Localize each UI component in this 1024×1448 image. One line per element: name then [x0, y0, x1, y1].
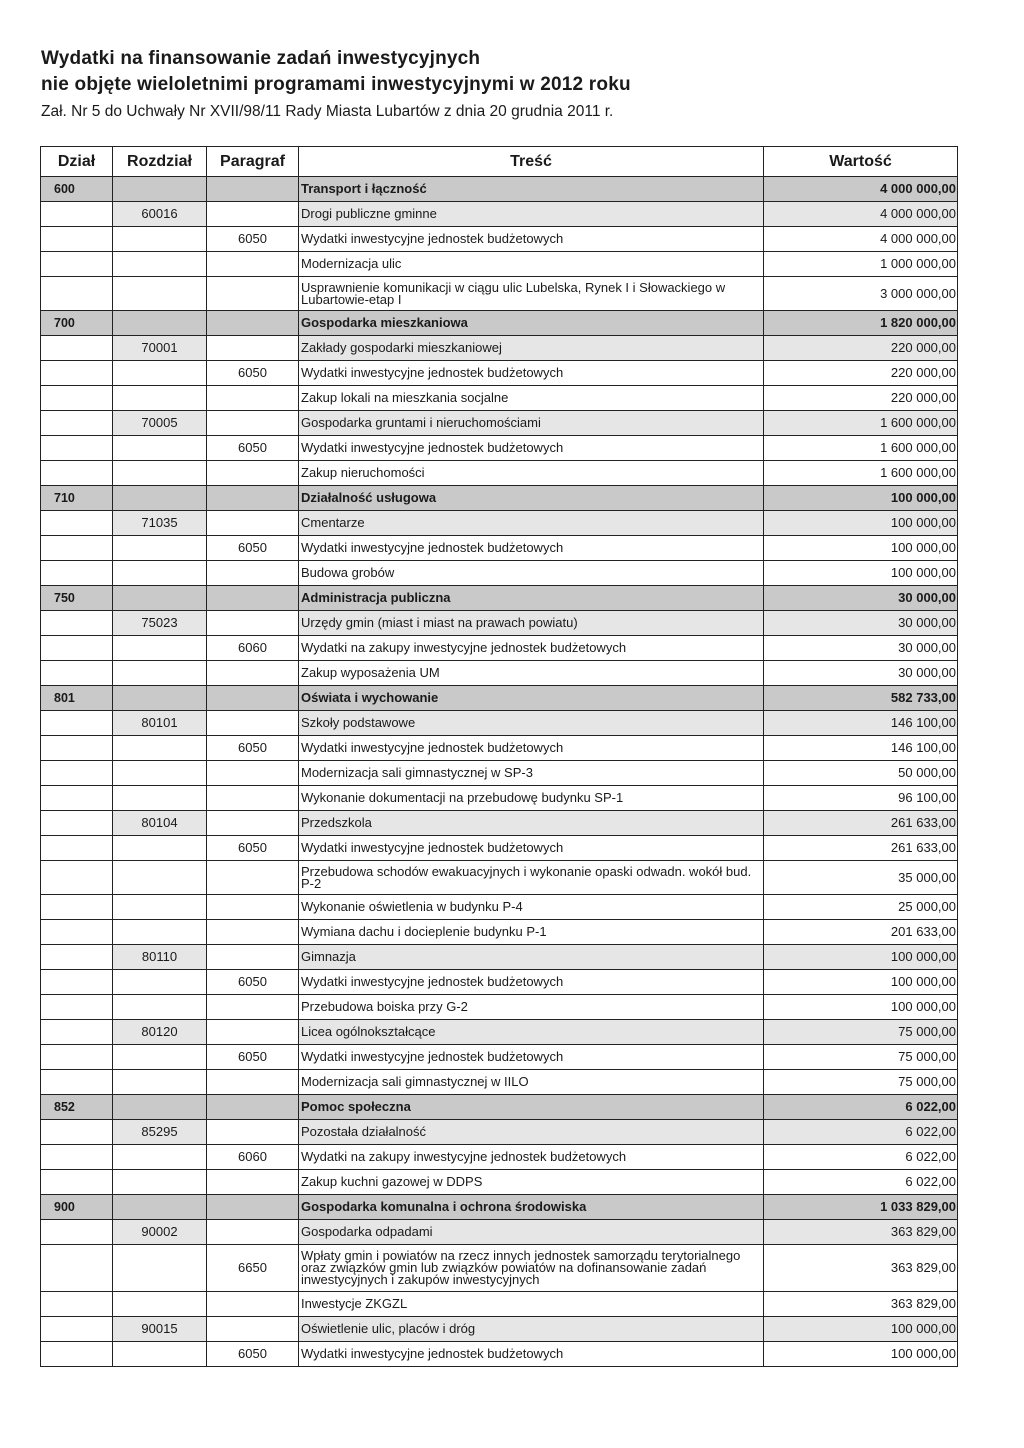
table-row — [41, 920, 958, 945]
cell-rozdzial — [113, 561, 207, 586]
cell-tresc: Gospodarka mieszkaniowa — [299, 311, 764, 336]
cell-rozdzial — [113, 861, 207, 895]
table-row — [41, 486, 958, 511]
cell-wartosc: 30 000,00 — [764, 611, 958, 636]
cell-dzial — [41, 1220, 113, 1245]
budget-table — [40, 146, 958, 1367]
cell-rozdzial — [113, 252, 207, 277]
table-row — [41, 1020, 958, 1045]
cell-tresc: Cmentarze — [299, 511, 764, 536]
cell-dzial — [41, 1145, 113, 1170]
cell-tresc: Wymiana dachu i docieplenie budynku P-1 — [299, 920, 764, 945]
cell-tresc: Zakłady gospodarki mieszkaniowej — [299, 336, 764, 361]
cell-tresc: Wydatki inwestycyjne jednostek budżetowych — [299, 361, 764, 386]
table-row — [41, 311, 958, 336]
cell-paragraf — [207, 861, 299, 895]
cell-paragraf: 6050 — [207, 227, 299, 252]
table-row — [41, 761, 958, 786]
cell-tresc: Zakup kuchni gazowej w DDPS — [299, 1170, 764, 1195]
table-row — [41, 511, 958, 536]
cell-tresc: Działalność usługowa — [299, 486, 764, 511]
cell-dzial — [41, 1020, 113, 1045]
table-row — [41, 436, 958, 461]
cell-dzial — [41, 736, 113, 761]
cell-paragraf — [207, 1292, 299, 1317]
cell-rozdzial: 71035 — [113, 511, 207, 536]
cell-dzial — [41, 252, 113, 277]
table-row — [41, 1045, 958, 1070]
table-row — [41, 945, 958, 970]
table-row — [41, 361, 958, 386]
cell-wartosc: 100 000,00 — [764, 511, 958, 536]
cell-rozdzial — [113, 1095, 207, 1120]
cell-paragraf — [207, 1120, 299, 1145]
cell-tresc: Gimnazja — [299, 945, 764, 970]
cell-rozdzial — [113, 277, 207, 311]
table-row — [41, 636, 958, 661]
cell-paragraf — [207, 252, 299, 277]
cell-paragraf — [207, 486, 299, 511]
cell-dzial — [41, 895, 113, 920]
cell-rozdzial — [113, 1045, 207, 1070]
cell-tresc: Gospodarka odpadami — [299, 1220, 764, 1245]
cell-rozdzial: 75023 — [113, 611, 207, 636]
table-row — [41, 861, 958, 895]
cell-dzial: 710 — [41, 486, 113, 511]
cell-tresc: Pozostała działalność — [299, 1120, 764, 1145]
cell-paragraf — [207, 1220, 299, 1245]
cell-paragraf: 6060 — [207, 636, 299, 661]
cell-tresc: Transport i łączność — [299, 177, 764, 202]
cell-dzial: 600 — [41, 177, 113, 202]
cell-dzial — [41, 661, 113, 686]
table-row — [41, 836, 958, 861]
cell-rozdzial — [113, 686, 207, 711]
cell-dzial — [41, 811, 113, 836]
table-row — [41, 1195, 958, 1220]
cell-wartosc: 100 000,00 — [764, 995, 958, 1020]
cell-rozdzial — [113, 636, 207, 661]
cell-paragraf — [207, 1195, 299, 1220]
column-header-dzial: Dział — [41, 147, 113, 177]
cell-tresc: Wydatki inwestycyjne jednostek budżetowych — [299, 970, 764, 995]
cell-wartosc: 146 100,00 — [764, 711, 958, 736]
cell-paragraf: 6060 — [207, 1145, 299, 1170]
cell-dzial — [41, 1292, 113, 1317]
cell-paragraf — [207, 561, 299, 586]
cell-dzial: 900 — [41, 1195, 113, 1220]
cell-paragraf — [207, 586, 299, 611]
cell-tresc: Budowa grobów — [299, 561, 764, 586]
cell-paragraf — [207, 1317, 299, 1342]
table-row — [41, 711, 958, 736]
cell-paragraf: 6050 — [207, 1045, 299, 1070]
cell-dzial — [41, 277, 113, 311]
cell-wartosc: 100 000,00 — [764, 486, 958, 511]
cell-wartosc: 363 829,00 — [764, 1220, 958, 1245]
cell-tresc: Zakup lokali na mieszkania socjalne — [299, 386, 764, 411]
cell-rozdzial — [113, 436, 207, 461]
cell-tresc: Usprawnienie komunikacji w ciągu ulic Lubelska, Rynek I i Słowackiego w Lubartowie-etap I — [299, 277, 764, 311]
cell-rozdzial — [113, 920, 207, 945]
cell-wartosc: 4 000 000,00 — [764, 202, 958, 227]
cell-tresc: Wydatki inwestycyjne jednostek budżetowych — [299, 1045, 764, 1070]
cell-paragraf — [207, 611, 299, 636]
cell-dzial — [41, 836, 113, 861]
cell-tresc: Wykonanie dokumentacji na przebudowę budynku SP-1 — [299, 786, 764, 811]
cell-wartosc: 261 633,00 — [764, 811, 958, 836]
table-row — [41, 786, 958, 811]
table-row — [41, 970, 958, 995]
cell-dzial — [41, 361, 113, 386]
cell-paragraf: 6050 — [207, 736, 299, 761]
table-row — [41, 561, 958, 586]
table-row — [41, 995, 958, 1020]
cell-dzial — [41, 561, 113, 586]
cell-wartosc: 100 000,00 — [764, 536, 958, 561]
cell-wartosc: 363 829,00 — [764, 1292, 958, 1317]
cell-paragraf — [207, 811, 299, 836]
cell-paragraf — [207, 461, 299, 486]
table-row — [41, 336, 958, 361]
cell-paragraf — [207, 786, 299, 811]
cell-wartosc: 35 000,00 — [764, 861, 958, 895]
cell-tresc: Urzędy gmin (miast i miast na prawach powiatu) — [299, 611, 764, 636]
cell-wartosc: 30 000,00 — [764, 636, 958, 661]
cell-paragraf — [207, 711, 299, 736]
cell-tresc: Przedszkola — [299, 811, 764, 836]
cell-wartosc: 1 600 000,00 — [764, 411, 958, 436]
cell-rozdzial: 80120 — [113, 1020, 207, 1045]
cell-tresc: Oświetlenie ulic, placów i dróg — [299, 1317, 764, 1342]
cell-rozdzial: 70005 — [113, 411, 207, 436]
table-row — [41, 811, 958, 836]
cell-wartosc: 220 000,00 — [764, 361, 958, 386]
cell-tresc: Wydatki na zakupy inwestycyjne jednostek budżetowych — [299, 636, 764, 661]
cell-wartosc: 1 600 000,00 — [764, 461, 958, 486]
table-row — [41, 411, 958, 436]
title-line-2: nie objęte wieloletnimi programami inwestycyjnymi w 2012 roku — [41, 74, 631, 95]
cell-dzial — [41, 945, 113, 970]
cell-rozdzial — [113, 586, 207, 611]
cell-paragraf — [207, 1095, 299, 1120]
cell-paragraf: 6050 — [207, 1342, 299, 1367]
cell-dzial — [41, 861, 113, 895]
cell-dzial — [41, 1045, 113, 1070]
cell-tresc: Pomoc społeczna — [299, 1095, 764, 1120]
cell-paragraf: 6050 — [207, 970, 299, 995]
cell-dzial — [41, 202, 113, 227]
cell-dzial — [41, 511, 113, 536]
cell-tresc: Wydatki inwestycyjne jednostek budżetowych — [299, 536, 764, 561]
cell-rozdzial — [113, 661, 207, 686]
cell-rozdzial — [113, 177, 207, 202]
cell-wartosc: 75 000,00 — [764, 1020, 958, 1045]
cell-tresc: Oświata i wychowanie — [299, 686, 764, 711]
cell-paragraf — [207, 202, 299, 227]
cell-rozdzial — [113, 995, 207, 1020]
cell-tresc: Wydatki inwestycyjne jednostek budżetowych — [299, 736, 764, 761]
cell-tresc: Gospodarka gruntami i nieruchomościami — [299, 411, 764, 436]
table-row — [41, 277, 958, 311]
table-row — [41, 177, 958, 202]
cell-paragraf — [207, 1170, 299, 1195]
cell-rozdzial — [113, 895, 207, 920]
table-row — [41, 1317, 958, 1342]
cell-dzial: 700 — [41, 311, 113, 336]
cell-wartosc: 100 000,00 — [764, 970, 958, 995]
cell-dzial — [41, 970, 113, 995]
cell-wartosc: 100 000,00 — [764, 945, 958, 970]
table-row — [41, 736, 958, 761]
cell-wartosc: 1 000 000,00 — [764, 252, 958, 277]
table-row — [41, 1120, 958, 1145]
cell-wartosc: 100 000,00 — [764, 1342, 958, 1367]
cell-dzial — [41, 411, 113, 436]
cell-wartosc: 220 000,00 — [764, 386, 958, 411]
cell-dzial — [41, 461, 113, 486]
cell-dzial: 852 — [41, 1095, 113, 1120]
column-header-paragraf: Paragraf — [207, 147, 299, 177]
cell-dzial — [41, 436, 113, 461]
cell-wartosc: 1 033 829,00 — [764, 1195, 958, 1220]
cell-paragraf — [207, 920, 299, 945]
cell-paragraf — [207, 1020, 299, 1045]
cell-paragraf: 6050 — [207, 436, 299, 461]
cell-wartosc: 220 000,00 — [764, 336, 958, 361]
cell-dzial — [41, 995, 113, 1020]
cell-rozdzial: 60016 — [113, 202, 207, 227]
cell-tresc: Zakup wyposażenia UM — [299, 661, 764, 686]
cell-rozdzial — [113, 536, 207, 561]
cell-tresc: Wydatki inwestycyjne jednostek budżetowych — [299, 227, 764, 252]
cell-wartosc: 4 000 000,00 — [764, 177, 958, 202]
cell-wartosc: 100 000,00 — [764, 561, 958, 586]
column-header-tresc: Treść — [299, 147, 764, 177]
cell-paragraf: 6050 — [207, 361, 299, 386]
cell-rozdzial — [113, 361, 207, 386]
table-row — [41, 1145, 958, 1170]
cell-dzial — [41, 1317, 113, 1342]
cell-paragraf — [207, 661, 299, 686]
cell-rozdzial — [113, 1170, 207, 1195]
cell-tresc: Zakup nieruchomości — [299, 461, 764, 486]
cell-rozdzial — [113, 1195, 207, 1220]
table-row — [41, 1170, 958, 1195]
cell-dzial — [41, 227, 113, 252]
table-row — [41, 611, 958, 636]
cell-paragraf — [207, 311, 299, 336]
cell-rozdzial — [113, 1245, 207, 1292]
cell-dzial — [41, 1245, 113, 1292]
cell-dzial: 801 — [41, 686, 113, 711]
table-row — [41, 227, 958, 252]
cell-paragraf — [207, 511, 299, 536]
cell-paragraf — [207, 686, 299, 711]
cell-wartosc: 6 022,00 — [764, 1095, 958, 1120]
cell-rozdzial — [113, 786, 207, 811]
cell-paragraf — [207, 995, 299, 1020]
column-header-rozdzial: Rozdział — [113, 147, 207, 177]
cell-dzial — [41, 611, 113, 636]
cell-dzial — [41, 386, 113, 411]
cell-dzial — [41, 636, 113, 661]
cell-dzial — [41, 761, 113, 786]
cell-wartosc: 50 000,00 — [764, 761, 958, 786]
cell-wartosc: 3 000 000,00 — [764, 277, 958, 311]
cell-dzial — [41, 1120, 113, 1145]
cell-paragraf: 6050 — [207, 836, 299, 861]
table-row — [41, 1342, 958, 1367]
table-row — [41, 1245, 958, 1292]
cell-tresc: Wydatki na zakupy inwestycyjne jednostek budżetowych — [299, 1145, 764, 1170]
table-row — [41, 202, 958, 227]
cell-rozdzial: 90002 — [113, 1220, 207, 1245]
table-body — [41, 177, 958, 1367]
cell-rozdzial: 80104 — [113, 811, 207, 836]
cell-wartosc: 75 000,00 — [764, 1070, 958, 1095]
cell-dzial — [41, 920, 113, 945]
table-row — [41, 686, 958, 711]
cell-tresc: Drogi publiczne gminne — [299, 202, 764, 227]
cell-rozdzial — [113, 486, 207, 511]
cell-paragraf — [207, 945, 299, 970]
cell-rozdzial — [113, 227, 207, 252]
cell-paragraf — [207, 277, 299, 311]
cell-rozdzial — [113, 836, 207, 861]
cell-wartosc: 25 000,00 — [764, 895, 958, 920]
cell-rozdzial — [113, 1292, 207, 1317]
cell-rozdzial — [113, 736, 207, 761]
cell-wartosc: 1 600 000,00 — [764, 436, 958, 461]
cell-tresc: Gospodarka komunalna i ochrona środowiska — [299, 1195, 764, 1220]
cell-tresc: Modernizacja sali gimnastycznej w SP-3 — [299, 761, 764, 786]
cell-wartosc: 363 829,00 — [764, 1245, 958, 1292]
cell-wartosc: 75 000,00 — [764, 1045, 958, 1070]
table-row — [41, 1095, 958, 1120]
table-row — [41, 461, 958, 486]
cell-wartosc: 30 000,00 — [764, 661, 958, 686]
cell-tresc: Administracja publiczna — [299, 586, 764, 611]
cell-dzial — [41, 711, 113, 736]
table-row — [41, 386, 958, 411]
cell-dzial — [41, 1342, 113, 1367]
cell-rozdzial — [113, 1145, 207, 1170]
cell-rozdzial — [113, 1342, 207, 1367]
cell-wartosc: 30 000,00 — [764, 586, 958, 611]
cell-paragraf: 6650 — [207, 1245, 299, 1292]
cell-tresc: Wpłaty gmin i powiatów na rzecz innych jednostek samorządu terytorialnego oraz związków gmin lub związków powiatów na dofinansowanie zadań inwestycyjnych i zakupów inwestycyjnych — [299, 1245, 764, 1292]
column-header-wartosc: Wartość — [764, 147, 958, 177]
cell-paragraf — [207, 1070, 299, 1095]
cell-wartosc: 146 100,00 — [764, 736, 958, 761]
table-row — [41, 586, 958, 611]
cell-wartosc: 100 000,00 — [764, 1317, 958, 1342]
cell-wartosc: 261 633,00 — [764, 836, 958, 861]
document-subtitle: Zał. Nr 5 do Uchwały Nr XVII/98/11 Rady Miasta Lubartów z dnia 20 grudnia 2011 r. — [41, 103, 614, 120]
cell-paragraf: 6050 — [207, 536, 299, 561]
cell-rozdzial — [113, 386, 207, 411]
cell-rozdzial — [113, 461, 207, 486]
cell-tresc: Modernizacja ulic — [299, 252, 764, 277]
cell-tresc: Inwestycje ZKGZL — [299, 1292, 764, 1317]
cell-tresc: Szkoły podstawowe — [299, 711, 764, 736]
cell-wartosc: 6 022,00 — [764, 1145, 958, 1170]
cell-dzial — [41, 1170, 113, 1195]
cell-wartosc: 1 820 000,00 — [764, 311, 958, 336]
page-title — [41, 46, 631, 98]
table-row — [41, 895, 958, 920]
cell-paragraf — [207, 386, 299, 411]
cell-tresc: Wydatki inwestycyjne jednostek budżetowych — [299, 1342, 764, 1367]
cell-dzial: 750 — [41, 586, 113, 611]
cell-tresc: Przebudowa schodów ewakuacyjnych i wykonanie opaski odwadn. wokół bud. P-2 — [299, 861, 764, 895]
cell-tresc: Wykonanie oświetlenia w budynku P-4 — [299, 895, 764, 920]
cell-dzial — [41, 1070, 113, 1095]
cell-rozdzial — [113, 1070, 207, 1095]
table-row — [41, 1070, 958, 1095]
title-line-1: Wydatki na finansowanie zadań inwestycyjnych — [41, 48, 481, 69]
cell-rozdzial: 80110 — [113, 945, 207, 970]
cell-rozdzial: 90015 — [113, 1317, 207, 1342]
cell-paragraf — [207, 177, 299, 202]
cell-rozdzial — [113, 970, 207, 995]
cell-paragraf — [207, 411, 299, 436]
cell-dzial — [41, 536, 113, 561]
table-row — [41, 1292, 958, 1317]
cell-rozdzial — [113, 761, 207, 786]
cell-wartosc: 201 633,00 — [764, 920, 958, 945]
cell-tresc: Przebudowa boiska przy G-2 — [299, 995, 764, 1020]
cell-tresc: Wydatki inwestycyjne jednostek budżetowych — [299, 836, 764, 861]
cell-dzial — [41, 786, 113, 811]
cell-paragraf — [207, 761, 299, 786]
cell-rozdzial — [113, 311, 207, 336]
cell-tresc: Modernizacja sali gimnastycznej w IILO — [299, 1070, 764, 1095]
cell-tresc: Wydatki inwestycyjne jednostek budżetowych — [299, 436, 764, 461]
table-row — [41, 1220, 958, 1245]
table-header-row — [41, 147, 958, 177]
table-row — [41, 536, 958, 561]
cell-wartosc: 4 000 000,00 — [764, 227, 958, 252]
table-row — [41, 252, 958, 277]
cell-paragraf — [207, 336, 299, 361]
cell-dzial — [41, 336, 113, 361]
cell-wartosc: 96 100,00 — [764, 786, 958, 811]
cell-wartosc: 582 733,00 — [764, 686, 958, 711]
cell-rozdzial: 85295 — [113, 1120, 207, 1145]
cell-paragraf — [207, 895, 299, 920]
cell-rozdzial: 80101 — [113, 711, 207, 736]
cell-rozdzial: 70001 — [113, 336, 207, 361]
cell-tresc: Licea ogólnokształcące — [299, 1020, 764, 1045]
cell-wartosc: 6 022,00 — [764, 1170, 958, 1195]
table-row — [41, 661, 958, 686]
cell-wartosc: 6 022,00 — [764, 1120, 958, 1145]
